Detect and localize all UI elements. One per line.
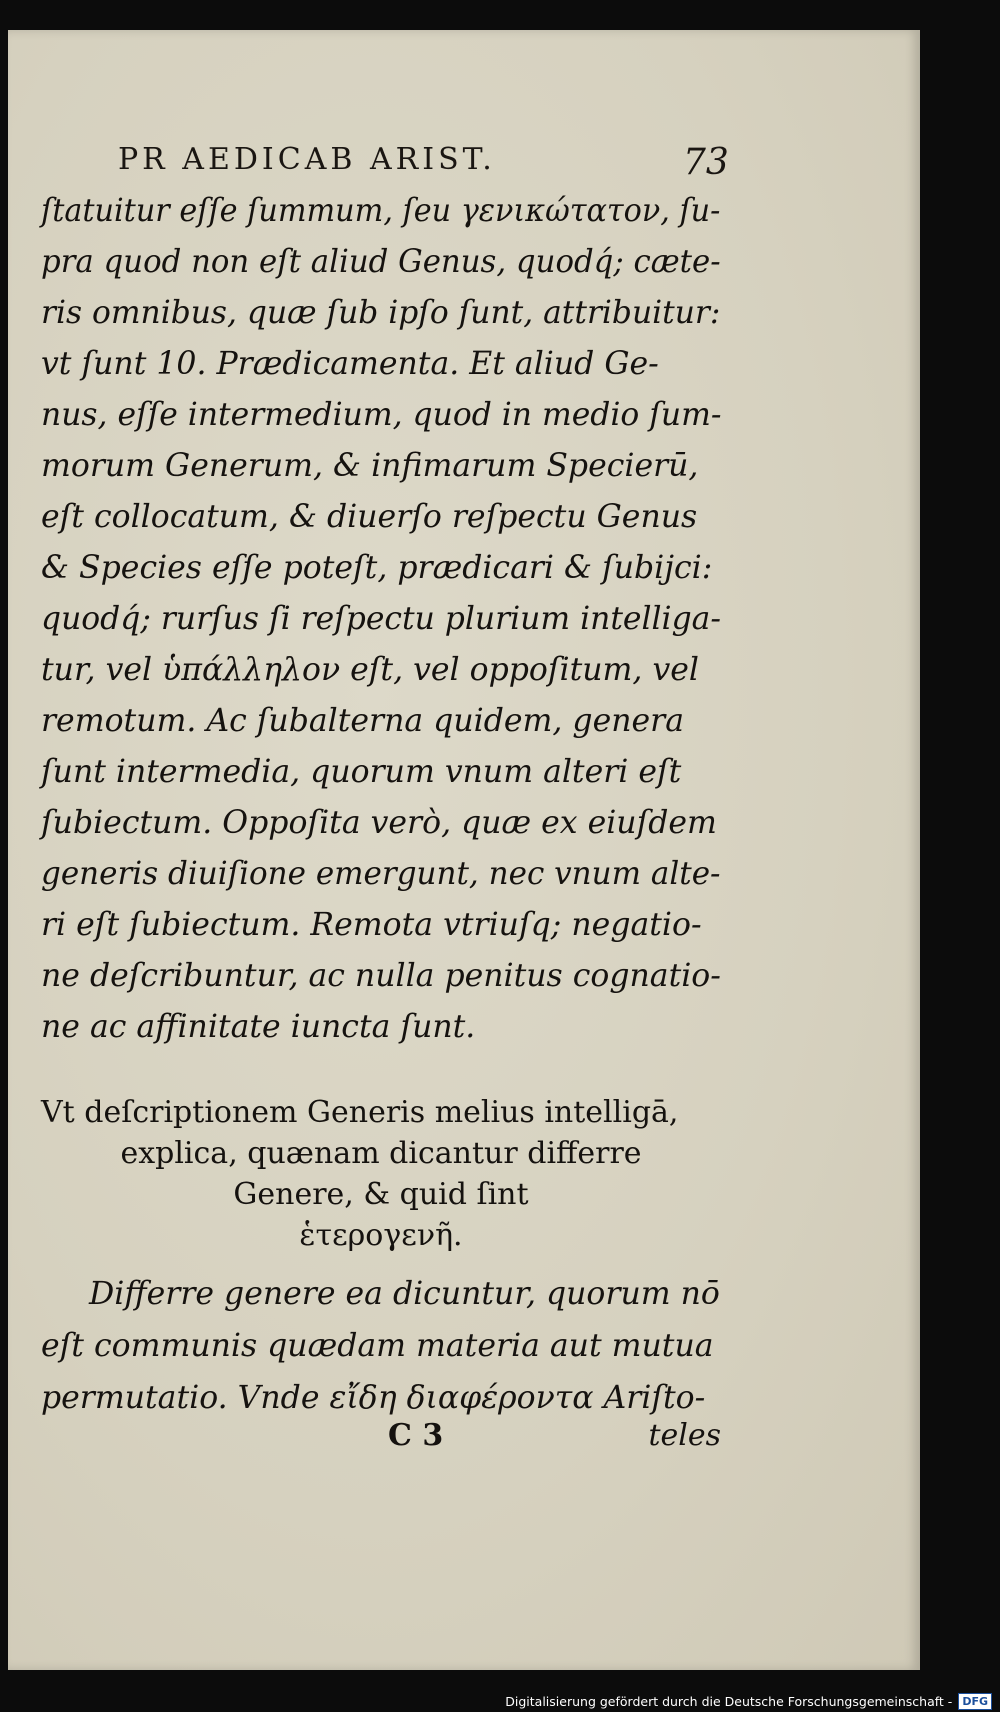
text-line: ne deſcribuntur, ac nulla penitus cognatio-	[41, 958, 721, 994]
text-line: quodq́; rurſus ſi reſpectu plurium intelliga-	[41, 601, 721, 637]
text-line: generis diuiſione emergunt, nec vnum alte-	[41, 856, 721, 892]
text-line: ſtatuitur eſſe ſummum, ſeu γενικώτατον, ſu-	[41, 193, 721, 229]
book-page	[8, 30, 920, 1670]
text-line: tur, vel ὑπάλληλον eſt, vel oppoſitum, vel	[41, 652, 699, 688]
text-line: pra quod non eſt aliud Genus, quodq́; cæte-	[41, 244, 721, 280]
text-line: morum Generum, & infimarum Specierū,	[41, 448, 699, 484]
text-line: & Species eſſe poteſt, prædicari & ſubijci:	[41, 550, 713, 586]
dfg-logo-icon: DFG	[958, 1693, 992, 1710]
heading-line: explica, quænam dicantur differre	[120, 1136, 642, 1171]
signature-mark: C 3	[388, 1418, 444, 1453]
heading-line: ἑτερογενῆ.	[299, 1218, 463, 1253]
text-line: eſt collocatum, & diuerſo reſpectu Genus	[41, 499, 698, 535]
main-paragraph	[41, 186, 721, 1053]
catchword: teles	[648, 1418, 721, 1453]
text-line: remotum. Ac ſubalterna quidem, genera	[41, 703, 684, 739]
text-line: nus, eſſe intermedium, quod in medio ſum-	[41, 397, 722, 433]
text-line: vt ſunt 10. Prædicamenta. Et aliud Ge-	[41, 346, 659, 382]
question-heading	[41, 1092, 721, 1256]
heading-line: Genere, & quid ſint	[233, 1177, 529, 1212]
digitization-credit	[505, 1690, 992, 1712]
text-line: ris omnibus, quæ ſub ipſo ſunt, attribuitur:	[41, 295, 721, 331]
text-line: ri eſt ſubiectum. Remota vtriuſq; negatio-	[41, 907, 702, 943]
credit-text: Digitalisierung gefördert durch die Deutsche Forschungsgemeinschaft -	[505, 1693, 953, 1709]
answer-paragraph	[41, 1268, 721, 1424]
page-number: 73	[683, 142, 729, 183]
text-line: ſubiectum. Oppoſita verò, quæ ex eiuſdem	[41, 805, 717, 841]
text-line: permutatio. Vnde εἴδη διαφέροντα Ariſto-	[41, 1380, 706, 1416]
heading-line: Vt deſcriptionem Generis melius intelligā,	[41, 1095, 679, 1130]
running-head: PR AEDICAB ARIST.	[118, 142, 496, 177]
text-line: ſunt intermedia, quorum vnum alteri eſt	[41, 754, 682, 790]
text-line: ne ac affinitate iuncta ſunt.	[41, 1009, 476, 1045]
text-line: Differre genere ea dicuntur, quorum nō	[89, 1276, 720, 1312]
text-line: eſt communis quædam materia aut mutua	[41, 1328, 714, 1364]
